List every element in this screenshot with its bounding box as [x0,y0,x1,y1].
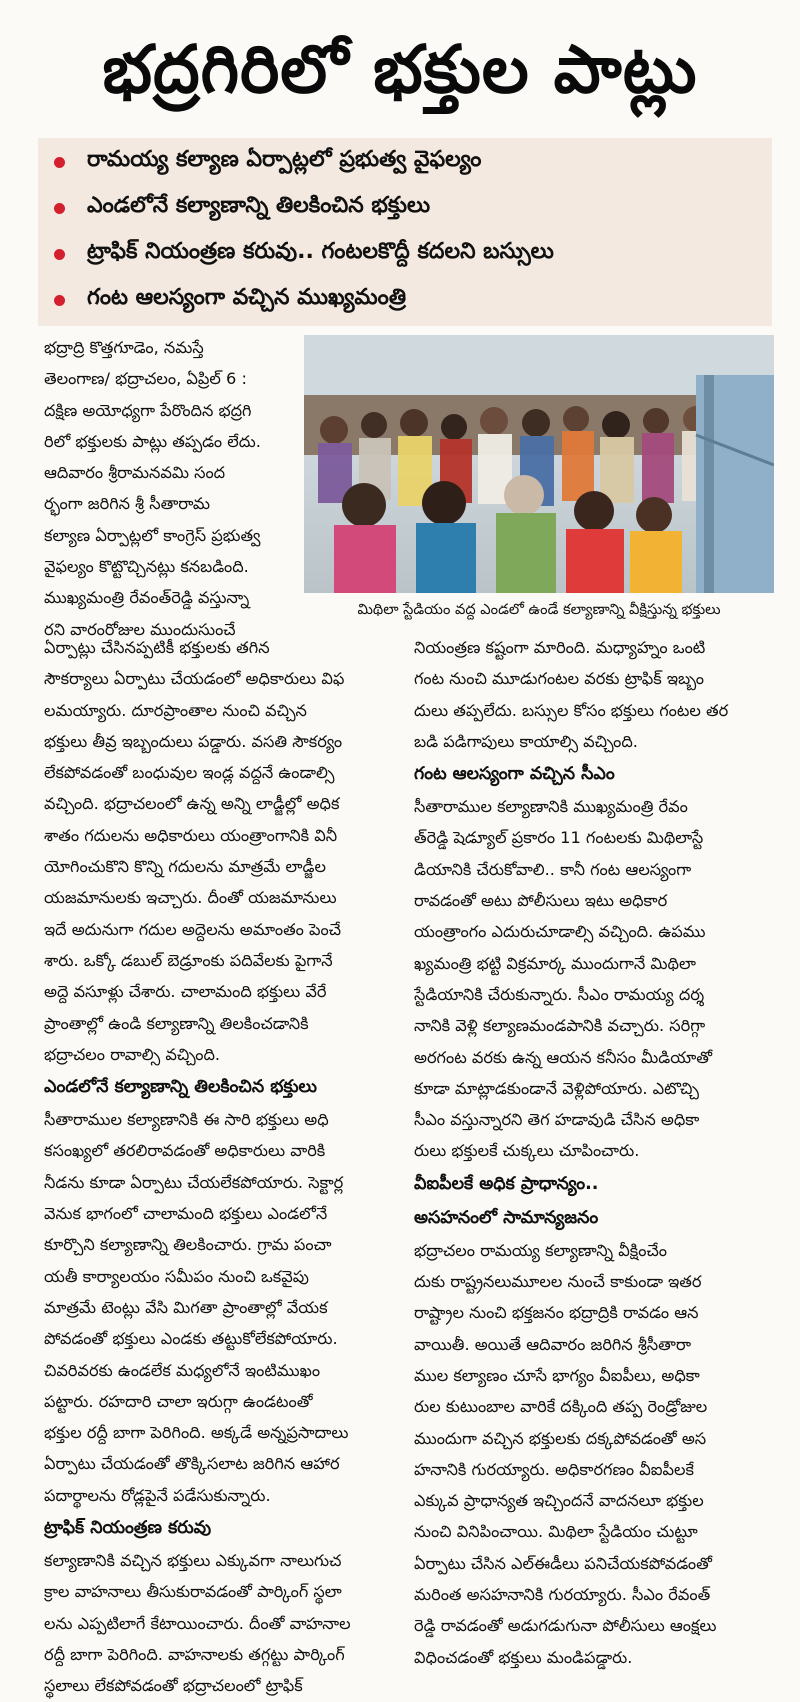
text-line: రులు భక్తులకే చుక్కలు చూపించారు. [414,1141,640,1161]
text-line: రని వారంరోజుల ముందుసుంచే [44,619,236,639]
highlight-item [54,232,554,276]
text-line: వైఫల్యం కొట్టొచ్చినట్లు కనబడింది. [44,557,249,577]
text-line: దక్షిణ అయోధ్యగా పేరొందిన భద్రగి [44,400,252,420]
text-line: రుల కుటుంబాల వారికే దక్కింది తప్ప రెండ్రోజుల [414,1397,708,1417]
highlight-item [54,278,406,322]
text-line: నీడను కూడా ఏర్పాటు చేయలేకపోయారు. సెక్టార్ల [44,1172,344,1192]
text-line: ర్భంగా జరిగిన శ్రీ సీతారామ [44,494,211,514]
subheading: గంట ఆలస్యంగా వచ్చిన సీఎం [414,764,615,785]
text-line: సీతారాముల కల్యాణానికి ముఖ్యమంత్రి రేవం [414,797,688,817]
text-line: సౌకర్యాలు ఏర్పాటు చేయడంలో అధికారులు విఫ [44,669,345,689]
text-line: విధించడంతో భక్తులు మండిపడ్డారు. [414,1647,633,1667]
text-line: ఎక్కువ ప్రాధాన్యత ఇచ్చిందనే వాదనలూ భక్తుల [414,1491,704,1511]
text-line: ఆదివారం శ్రీరామనవమి సంద [44,463,226,483]
text-line: నుంచి వినిపించాయి. మిథిలా స్టేడియం చుట్టూ [414,1522,698,1542]
bullet-icon [54,295,65,306]
text-line: గంట నుంచి మూడుగంటల వరకు ట్రాఫిక్ ఇబ్బం [414,669,704,689]
text-line: ముందుగా వచ్చిన భక్తులకు దక్కపోవడంతో అస [414,1428,707,1448]
text-line: బడి పడిగాపులు కాయాల్సి వచ్చింది. [414,731,638,751]
text-line: వెనుక భాగంలో చాలామంది భక్తులు ఎండలోనే [44,1204,328,1224]
text-line: భక్తుల రద్దీ బాగా పెరిగింది. అక్కడే అన్నప్రసాదాలు [44,1423,349,1443]
text-line: నియంత్రణ కష్టంగా మారింది. మధ్యాహ్నం ఒంటి [414,638,706,657]
text-line: అద్దె వసూళ్లు చేశారు. చాలామంది భక్తులు వేరే [44,982,327,1002]
text-line: భద్రాద్రి కొత్తగూడెం, నమస్తే [44,338,204,357]
text-line: యోగించుకొని కొన్ని గదులను మాత్రమే లాడ్జీల [44,857,326,877]
highlight-item [54,186,430,230]
text-line: సీతారాముల కల్యాణానికి ఈ సారి భక్తులు అధి [44,1110,329,1130]
text-line: స్టేడియానికి చేరుకున్నారు. సీఎం రామయ్య దర్శ [414,984,705,1004]
text-line: శాతం గదులను అధికారులు యంత్రాంగానికి వినీ [44,825,338,845]
text-line: కూర్చొని కల్యాణాన్ని తిలకించారు. గ్రామ పంచా [44,1235,332,1255]
text-line: స్థలాలు లేకపోవడంతో భద్రాచలంలో ట్రాఫిక్ [44,1676,303,1696]
text-line: ముల కల్యాణం చూసే భాగ్యం వీఐపీలు, అధికా [414,1365,700,1385]
text-line: మాత్రమే టెంట్లు వేసి మిగతా ప్రాంతాల్లో వేయక [44,1297,328,1317]
subheading: ఎండలోనే కల్యాణాన్ని తిలకించిన భక్తులు [44,1077,317,1098]
text-line: యజమానులకు ఇచ్చారు. దీంతో యజమానులు [44,888,337,908]
text-line: ఏర్పాట్లు చేసినప్పటికీ భక్తులకు తగిన [44,638,270,657]
text-line: ఖ్యమంత్రి భట్టి విక్రమార్క ముందుగానే మిథిలా [414,953,696,973]
text-line: లను ఎప్పటిలాగే కేటాయించారు. దీంతో వాహనాల [44,1613,351,1633]
text-line: తెలంగాణ/ భద్రాచలం, ఏప్రిల్ 6 : [44,369,247,389]
text-line: పదార్థాలను రోడ్లపైనే పడేసుకున్నారు. [44,1485,271,1505]
text-line: త్‌రెడ్డి షెడ్యూల్ ప్రకారం 11 గంటలకు మిథిలాస్టే [414,828,704,848]
text-line: వాయితీ. అయితే ఆదివారం జరిగిన శ్రీసీతారా [414,1334,692,1354]
text-line: పోవడంతో భక్తులు ఎండకు తట్టుకోలేకపోయారు. [44,1329,338,1349]
text-line: హనానికి గురయ్యారు. అధికారగణం వీఐపీలకే [414,1459,694,1479]
text-line: యతీ కార్యాలయం సమీపం నుంచి ఒకవైపు [44,1266,309,1286]
text-line: భద్రాచలం రావాల్సి వచ్చింది. [44,1044,221,1064]
text-line: ముఖ్యమంత్రి రేవంత్‌రెడ్డి వస్తున్నా [44,588,250,608]
bullet-icon [54,249,65,260]
text-line: మరింత అసహనానికి గురయ్యారు. సీఎం రేవంత్ [414,1585,711,1605]
text-line: దుకు రాష్ట్రనలుమూలల నుంచే కాకుండా ఇతర [414,1272,702,1292]
crowd-photo-image [304,335,774,593]
headline: భద్రగిరిలో భక్తుల పాట్లు [102,31,698,108]
text-line: రద్దీ బాగా పెరిగింది. వాహనాలకు తగ్గట్టు పార్కింగ్ [44,1644,345,1664]
article-column-intro [44,332,296,645]
text-line: కల్యాణానికి వచ్చిన భక్తులు ఎక్కువగా నాలుగుచ [44,1551,342,1571]
photo-caption: మిథిలా స్టేడియం వద్ద ఎండలో ఉండే కల్యాణాన్ని వీక్షిస్తున్న భక్తులు [357,601,721,618]
text-line: వచ్చింది. భద్రాచలంలో ఉన్న అన్ని లాడ్జీల్లో అధిక [44,794,340,814]
text-line: భద్రాచలం రామయ్య కల్యాణాన్ని వీక్షించేం [414,1240,667,1260]
text-line: దులు తప్పలేదు. బస్సుల కోసం భక్తులు గంటల తర [414,700,729,720]
text-line: ఏర్పాటు చేయడంతో తొక్కిసలాట జరిగిన ఆహార [44,1454,340,1474]
text-line: ప్రాంతాల్లో ఉండి కల్యాణాన్ని తిలకించడానికి [44,1013,309,1033]
text-line: ఏర్పాటు చేసిన ఎల్ఈడీలు పనిచేయకపోవడంతో [414,1553,712,1573]
highlight-item [54,140,481,184]
subheading: ట్రాఫిక్ నియంత్రణ కరువు [44,1518,212,1539]
article-column-right [414,632,774,1673]
text-line: లేకపోవడంతో బంధువుల ఇండ్ల వద్దనే ఉండాల్సి [44,763,335,783]
text-line: కల్యాణ ఏర్పాట్లలో కాంగ్రెస్ ప్రభుత్వ [44,525,261,545]
highlight-text: ట్రాఫిక్ నియంత్రణ కరువు.. గంటలకొద్దీ కదలని బస్సులు [87,239,554,264]
highlights-box [38,138,772,326]
highlight-text: ఎండలోనే కల్యాణాన్ని తిలకించిన భక్తులు [87,193,431,218]
subheading: వీఐపీలకే అధిక ప్రాధాన్యం.. [414,1173,599,1194]
article-column-left [44,632,404,1702]
highlight-text: గంట ఆలస్యంగా వచ్చిన ముఖ్యమంత్రి [87,285,407,310]
news-photo [304,335,774,593]
text-line: క్రాల వాహనాలు తీసుకురావడంతో పార్కింగ్ స్థలా [44,1582,342,1602]
text-line: యంత్రాంగం ఎదురుచూడాల్సి వచ్చింది. ఉపము [414,922,706,942]
text-line: కసంఖ్యలో తరలిరావడంతో అధికారులు వారికి [44,1141,326,1161]
text-line: రావడంతో అటు పోలీసులు ఇటు అధికార [414,891,668,911]
text-line: రెడ్డి రావడంతో అడుగడుగునా పోలీసులు ఆంక్షలు [414,1616,717,1636]
text-line: భక్తులు తీవ్ర ఇబ్బందులు పడ్డారు. వసతి సౌకర్యం [44,731,343,751]
bullet-icon [54,203,65,214]
text-line: లమయ్యారు. దూరప్రాంతాల నుంచి వచ్చిన [44,700,307,720]
text-line: రిలో భక్తులకు పాట్లు తప్పడం లేదు. [44,431,261,451]
bullet-icon [54,157,65,168]
text-line: రాష్ట్రాల నుంచి భక్తజనం భద్రాద్రికి రావడం ఆన [414,1303,699,1323]
text-line: శారు. ఒక్కో డబుల్ బెడ్రూంకు పదివేలకు పైగానే [44,950,333,970]
text-line: సీఎం వస్తున్నారని తెగ హడావుడి చేసిన అధికా [414,1110,700,1130]
text-line: పట్టారు. రహదారి చాలా ఇరుగ్గా ఉండటంతో [44,1391,313,1411]
text-line: నానికి వెళ్లి కల్యాణమండపానికి వచ్చారు. సరిగ్గా [414,1016,706,1036]
text-line: డియానికి చేరుకోవాలి.. కానీ గంట ఆలస్యంగా [414,859,692,879]
text-line: ఇదే అదునుగా గదుల అద్దెలను అమాంతం పెంచే [44,919,342,939]
text-line: చివరివరకు ఉండలేక మధ్యలోనే ఇంటిముఖం [44,1360,321,1380]
subheading: అసహనంలో సామాన్యజనం [414,1207,599,1228]
text-line: కూడా మాట్లాడకుండానే వెళ్లిపోయారు. ఎటొచ్చి [414,1078,699,1098]
text-line: అరగంట వరకు ఉన్న ఆయన కనీసం మీడియాతో [414,1047,713,1067]
highlight-text: రామయ్య కల్యాణ ఏర్పాట్లలో ప్రభుత్వ వైఫల్యం [87,147,482,172]
